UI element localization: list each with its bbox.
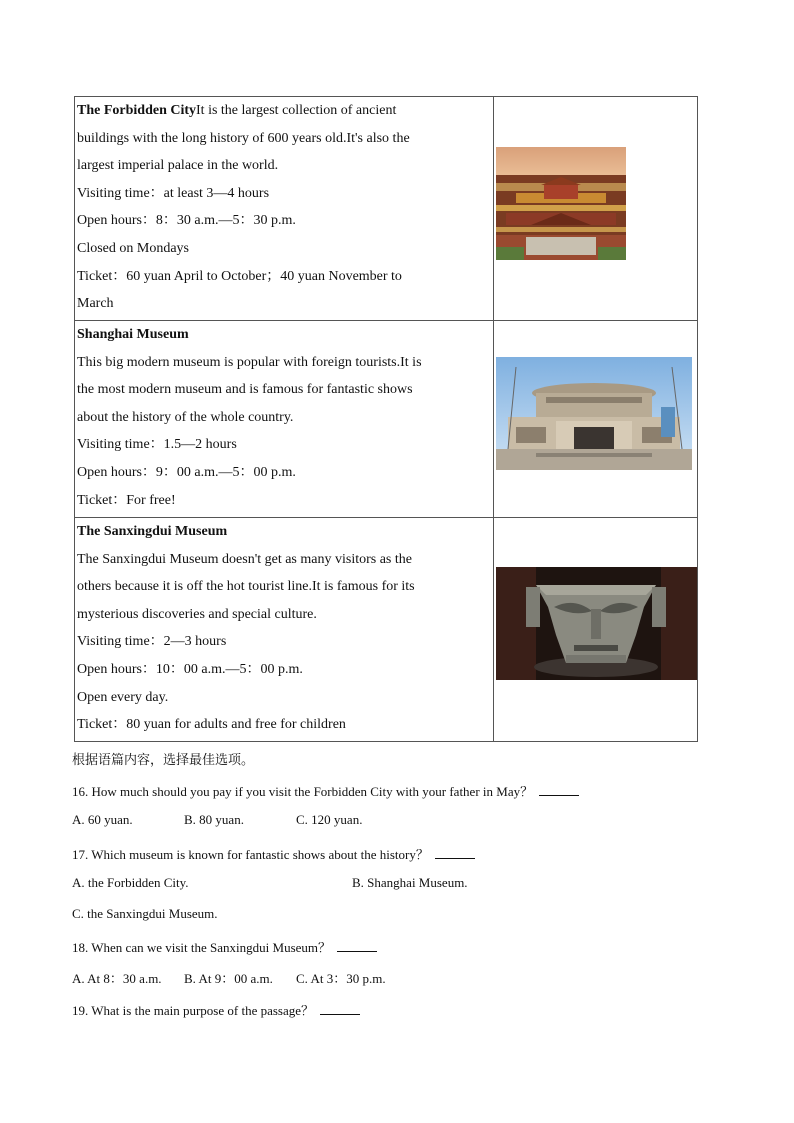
- text-line: March: [77, 296, 114, 312]
- answer-blank[interactable]: [435, 846, 475, 859]
- forbidden-city-image-cell: [494, 97, 698, 321]
- question-17: [72, 844, 475, 863]
- table-row: [75, 97, 698, 321]
- option-17-a[interactable]: A. the Forbidden City.: [72, 875, 189, 890]
- option-16-c[interactable]: C. 120 yuan.: [296, 812, 363, 827]
- text-line: Ticket：80 yuan for adults and free for children: [77, 717, 346, 733]
- question-stem: 19. What is the main purpose of the passage？: [72, 1003, 315, 1018]
- text-line: Ticket：60 yuan April to October；40 yuan November to: [77, 268, 402, 284]
- option-18-a[interactable]: A. At 8：30 a.m.: [72, 971, 162, 986]
- shanghai-museum-photo: [496, 357, 692, 470]
- option-18-b[interactable]: B. At 9：00 a.m.: [184, 971, 273, 986]
- table-row: [75, 518, 698, 742]
- table-row: [75, 321, 698, 518]
- sanxingdui-mask-photo: [496, 567, 697, 680]
- shanghai-museum-image-cell: [494, 321, 698, 518]
- forbidden-city-text-cell: [75, 97, 494, 321]
- sanxingdui-museum-text-cell: [75, 518, 494, 742]
- text-line: Open hours：10：00 a.m.—5：00 p.m.: [77, 661, 303, 677]
- text-line: the most modern museum and is famous for fantastic shows: [77, 382, 413, 398]
- question-16: [72, 781, 579, 800]
- option-16-a[interactable]: A. 60 yuan.: [72, 812, 133, 827]
- question-stem: 16. How much should you pay if you visit the Forbidden City with your father in May？: [72, 784, 534, 799]
- forbidden-city-first-line: The Forbidden CityIt is the largest collection of ancient: [77, 103, 397, 118]
- text-line: Closed on Mondays: [77, 240, 189, 256]
- text-line: largest imperial palace in the world.: [77, 158, 279, 174]
- option-16-b[interactable]: B. 80 yuan.: [184, 812, 244, 827]
- text-line: buildings with the long history of 600 years old.It's also the: [77, 130, 410, 146]
- question-19: [72, 1000, 360, 1019]
- text-line: This big modern museum is popular with foreign tourists.It is: [77, 354, 422, 370]
- option-18-c[interactable]: C. At 3：30 p.m.: [296, 971, 386, 986]
- sanxingdui-image-cell: [494, 518, 698, 742]
- text-line: Visiting time：2—3 hours: [77, 634, 227, 650]
- answer-blank[interactable]: [320, 1002, 360, 1015]
- text-line: about the history of the whole country.: [77, 409, 294, 425]
- question-stem: 18. When can we visit the Sanxingdui Museum？: [72, 940, 332, 955]
- text-line: Ticket：For free!: [77, 492, 176, 508]
- text-line: Open every day.: [77, 689, 169, 705]
- text-line: Visiting time：1.5—2 hours: [77, 437, 237, 453]
- instruction-text: 根据语篇内容，选择最佳选项。: [72, 753, 255, 768]
- text-line: Open hours：9：00 a.m.—5：00 p.m.: [77, 464, 296, 480]
- shanghai-museum-title: Shanghai Museum: [77, 327, 189, 342]
- question-18: [72, 937, 377, 956]
- forbidden-city-title: The Forbidden City: [77, 103, 197, 118]
- option-17-b[interactable]: B. Shanghai Museum.: [352, 875, 468, 890]
- answer-blank[interactable]: [337, 939, 377, 952]
- question-stem: 17. Which museum is known for fantastic shows about the history？: [72, 847, 429, 862]
- sanxingdui-museum-title: The Sanxingdui Museum: [77, 524, 228, 539]
- text-line: Open hours：8：30 a.m.—5：30 p.m.: [77, 213, 296, 229]
- forbidden-city-photo: [496, 147, 626, 260]
- museum-info-table: [74, 96, 698, 742]
- text-line: mysterious discoveries and special culture.: [77, 606, 317, 622]
- text-line: others because it is off the hot tourist line.It is famous for its: [77, 579, 415, 595]
- text-line: The Sanxingdui Museum doesn't get as many visitors as the: [77, 551, 412, 567]
- shanghai-museum-text-cell: [75, 321, 494, 518]
- text-line: Visiting time：at least 3—4 hours: [77, 185, 270, 201]
- option-17-c[interactable]: C. the Sanxingdui Museum.: [72, 906, 218, 921]
- answer-blank[interactable]: [539, 783, 579, 796]
